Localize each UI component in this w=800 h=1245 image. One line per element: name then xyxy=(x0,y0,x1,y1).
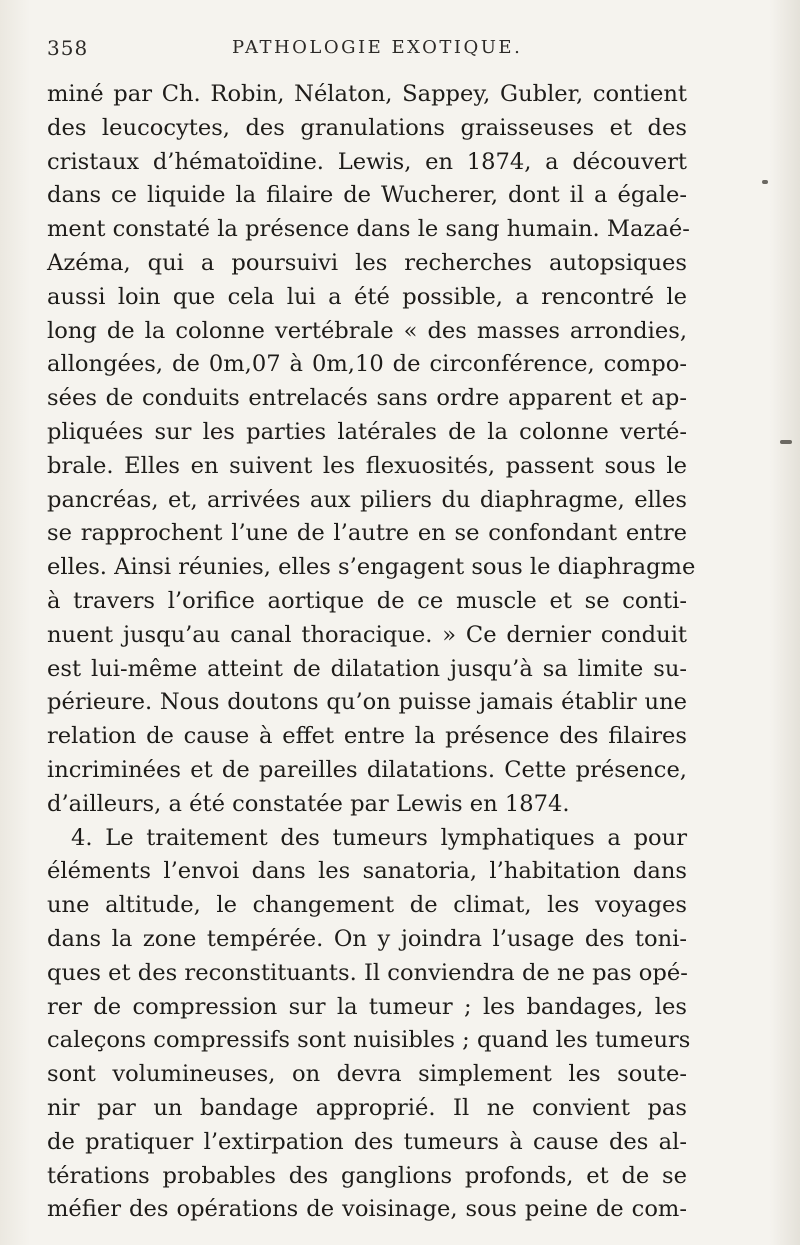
text-line: à travers l’orifice aortique de ce muscle et se conti- xyxy=(47,587,687,614)
text-line: dans la zone tempérée. On y joindra l’usage des toni- xyxy=(47,925,687,952)
text-line: éléments l’envoi dans les sanatoria, l’habitation dans xyxy=(47,858,687,885)
margin-speck xyxy=(780,440,792,444)
text-line: pancréas, et, arrivées aux piliers du diaphragme, elles xyxy=(47,486,687,513)
text-line: ques et des reconstituants. Il conviendra de ne pas opé- xyxy=(47,959,688,986)
text-line: térations probables des ganglions profonds, et de se xyxy=(47,1162,687,1189)
page-number: 358 xyxy=(47,36,89,60)
text-line: ment constaté la présence dans le sang humain. Mazaé- xyxy=(47,216,690,243)
text-line: se rapprochent l’une de l’autre en se confondant entre xyxy=(47,520,687,547)
text-line: brale. Elles en suivent les flexuosités, passent sous le xyxy=(47,452,687,479)
text-line: cristaux d’hématoïdine. Lewis, en 1874, a découvert xyxy=(47,148,687,175)
text-line: long de la colonne vertébrale « des masses arrondies, xyxy=(47,317,687,344)
text-line: Azéma, qui a poursuivi les recherches autopsiques xyxy=(47,249,687,276)
text-line: elles. Ainsi réunies, elles s’engagent sous le diaphragme xyxy=(47,554,696,581)
text-line: rer de compression sur la tumeur ; les bandages, les xyxy=(47,993,687,1020)
running-head xyxy=(47,36,697,66)
text-line: dans ce liquide la filaire de Wucherer, dont il a égale- xyxy=(47,182,687,209)
text-line: allongées, de 0m,07 à 0m,10 de circonférence, compo- xyxy=(47,351,687,378)
text-line: aussi loin que cela lui a été possible, a rencontré le xyxy=(47,283,687,310)
text-line: sées de conduits entrelacés sans ordre apparent et ap- xyxy=(47,385,687,412)
text-line-paragraph-start: 4. Le traitement des tumeurs lymphatiques a pour xyxy=(71,824,687,851)
text-line: caleçons compressifs sont nuisibles ; quand les tumeurs xyxy=(47,1027,691,1054)
margin-speck xyxy=(762,180,768,184)
text-line: une altitude, le changement de climat, les voyages xyxy=(47,892,687,919)
text-line: de pratiquer l’extirpation des tumeurs à cause des al- xyxy=(47,1128,687,1155)
text-line-paragraph-end: d’ailleurs, a été constatée par Lewis en 1874. xyxy=(47,790,570,817)
text-line: nir par un bandage approprié. Il ne convient pas xyxy=(47,1094,687,1121)
body-text xyxy=(47,78,696,1227)
text-line: relation de cause à effet entre la présence des filaires xyxy=(47,723,687,750)
text-line: incriminées et de pareilles dilatations. Cette présence, xyxy=(47,756,687,783)
text-line: nuent jusqu’au canal thoracique. » Ce dernier conduit xyxy=(47,621,687,648)
text-line: miné par Ch. Robin, Nélaton, Sappey, Gubler, contient xyxy=(47,81,687,107)
text-line: sont volumineuses, on devra simplement les soute- xyxy=(47,1061,687,1088)
text-line: est lui-même atteint de dilatation jusqu’à sa limite su- xyxy=(47,655,687,682)
running-title: PATHOLOGIE EXOTIQUE. xyxy=(232,37,523,58)
text-line: périeure. Nous doutons qu’on puisse jamais établir une xyxy=(47,689,687,716)
text-line: des leucocytes, des granulations graisseuses et des xyxy=(47,114,687,141)
text-line: pliquées sur les parties latérales de la colonne verté- xyxy=(47,418,687,445)
text-line: méfier des opérations de voisinage, sous peine de com- xyxy=(47,1196,687,1223)
